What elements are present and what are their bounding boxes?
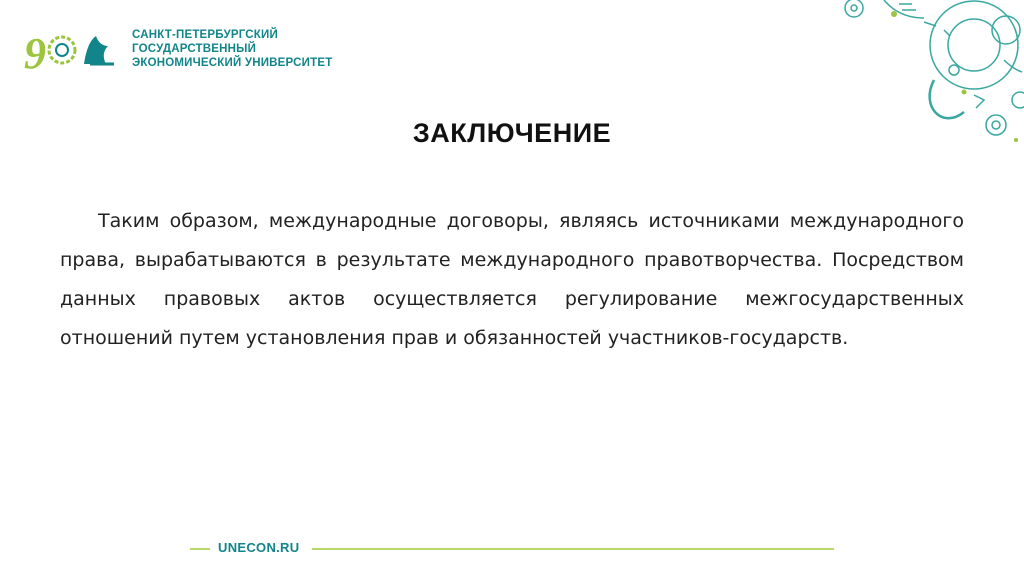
page-title: ЗАКЛЮЧЕНИЕ [412,118,612,148]
university-name-line-2: ГОСУДАРСТВЕННЫЙ [132,43,257,55]
footer-divider-left [190,548,210,550]
university-name-line-3: ЭКОНОМИЧЕСКИЙ УНИВЕРСИТЕТ [132,57,333,69]
footer-site-link[interactable]: UNECON.RU [218,540,300,555]
university-name-line-1: САНКТ-ПЕТЕРБУРГСКИЙ [132,29,278,41]
footer-divider-right [312,548,834,550]
conclusion-paragraph: Таким образом, международные договоры, являясь источниками международного права, вырабатываются в результате международного правотворчества. Посредством данных правовых актов осуществляется регулирование межгосударственных отношений путем установления прав и обязанностей участников-государств. [60,210,964,349]
svg-text:9: 9 [24,29,46,72]
anniversary-90-logo-icon [24,28,116,72]
university-name [132,28,332,70]
